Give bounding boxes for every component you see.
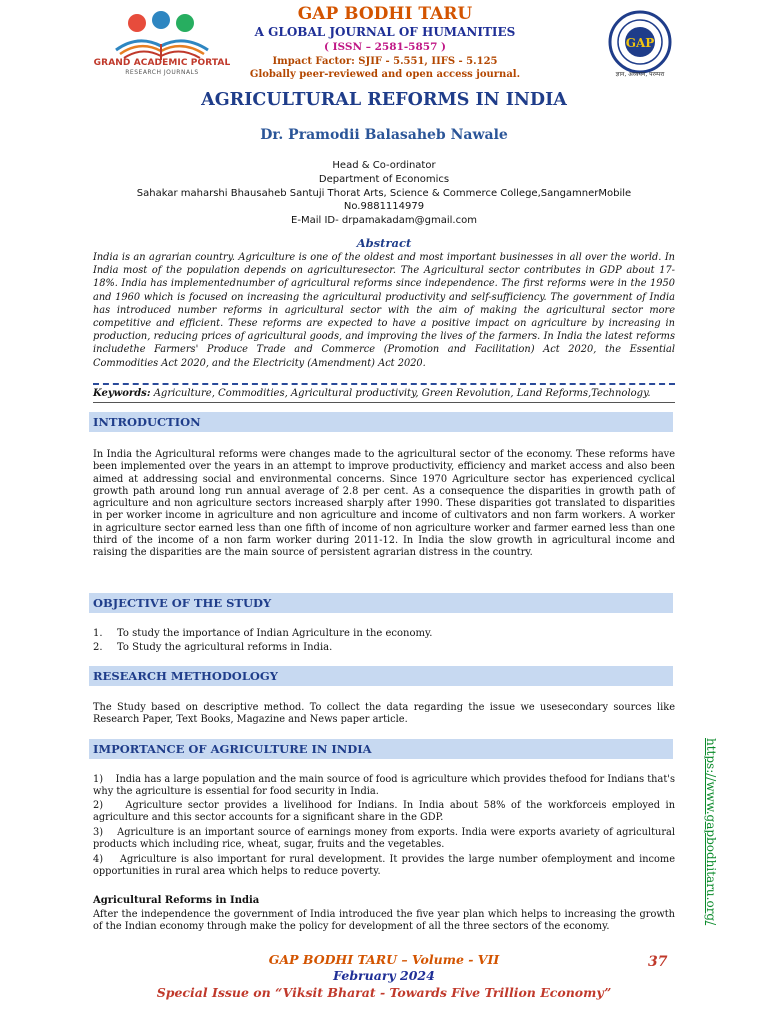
section-heading: IMPORTANCE OF AGRICULTURE IN INDIA (93, 742, 372, 756)
section-objective (89, 593, 673, 613)
objective-text: To study the importance of Indian Agriculture in the economy. (117, 628, 433, 639)
keywords-line (93, 388, 675, 399)
methodology-text: The Study based on descriptive method. To collect the data regarding the issue we usesecondary sources like Research Paper, Text Books, Magazine and News paper article. (93, 702, 675, 726)
objective-item (93, 642, 675, 653)
abstract-heading: Abstract (356, 236, 412, 250)
affiliation-role: Head & Co-ordinator (332, 160, 436, 171)
journal-title: GAP BODHI TARU (297, 4, 473, 24)
journal-url-link[interactable] (700, 738, 720, 938)
reforms-heading: Agricultural Reforms in India (93, 895, 260, 906)
section-methodology (89, 666, 673, 686)
section-heading: INTRODUCTION (93, 415, 201, 429)
footer-volume: GAP BODHI TARU – Volume - VII (268, 952, 500, 967)
logo-graphic (92, 6, 232, 62)
paper-author: Dr. Pramodii Balasaheb Nawale (260, 127, 508, 143)
peer-review-note: Globally peer-reviewed and open access journal. (249, 69, 521, 80)
paper-title: AGRICULTURAL REFORMS IN INDIA (201, 90, 567, 110)
introduction-text: In India the Agricultural reforms were changes made to the agricultural sector of the economy. These reforms have been implemented over the years in an attempt to improve productivity, efficiency and market access and also been aimed at addressing social and environmental concerns. Since 1970 Agriculture sector has experienced cyclical growth path around long run annual average of 2.8 per cent. As a consequence the disparities in growth path of agriculture and non agriculture sectors increased sharply after 1990. These disparities got translated to disparities in per worker income in agriculture and non agriculture and income of cultivators and non farm workers. A worker in agriculture sector earned less than one fifth of income of non agriculture worker and farmer earned less than one third of the income of a non farm worker during 2011-12. In India the slow growth in agricultural income and raising the disparities are the main source of persistent agrarian distress in the country. (93, 449, 675, 559)
objective-text: To Study the agricultural reforms in India. (117, 642, 333, 653)
section-introduction (89, 412, 673, 432)
logo-subtitle: RESEARCH JOURNALS (125, 69, 199, 76)
objective-number: 2. (93, 642, 103, 653)
reforms-text: After the independence the government of India introduced the five year plan which helps to increasing the growth of the Indian economy through make the policy for development of all the three sectors of the economy. (93, 909, 675, 933)
affiliation-email: E-Mail ID- drpamakadam@gmail.com (291, 215, 477, 226)
importance-point-4: 4) Agriculture is also important for rural development. It provides the large number ofemployment and income opportunities in rural area which helps to reduce poverty. (93, 854, 675, 878)
affiliation-college: Sahakar maharshi Bhausaheb Santuji Thorat Arts, Science & Commerce College,SangamnerMobile (136, 188, 632, 199)
affiliation-department: Department of Economics (318, 174, 450, 185)
importance-point-1: 1) India has a large population and the main source of food is agriculture which provides thefood for Indians that's why the agriculture is essential for food security in India. (93, 774, 675, 798)
seal-caption: ज्ञान, अध्ययन, परम्परा (615, 71, 665, 78)
keywords-rule (93, 402, 675, 403)
objective-number: 1. (93, 628, 103, 639)
keywords-text: Agriculture, Commodities, Agricultural productivity, Green Revolution, Land Reforms,Technology. (150, 388, 651, 399)
affiliation-phone: No.9881114979 (343, 201, 425, 212)
page-number: 37 (648, 954, 668, 970)
impact-factor: Impact Factor: SJIF - 5.551, IIFS - 5.125 (272, 56, 498, 67)
footer-special-issue: Special Issue on “Viksit Bharat - Towards Five Trillion Economy” (156, 985, 612, 1000)
section-importance (89, 739, 673, 759)
journal-issn: ( ISSN – 2581-5857 ) (323, 41, 447, 53)
journal-subtitle: A GLOBAL JOURNAL OF HUMANITIES (254, 25, 516, 39)
section-heading: RESEARCH METHODOLOGY (93, 669, 278, 683)
importance-point-3: 3) Agriculture is an important source of earnings money from exports. India were exports avariety of agricultural products which including rice, wheat, sugar, fruits and the vegetables. (93, 827, 675, 851)
keywords-label: Keywords: (93, 388, 151, 399)
abstract-text: India is an agrarian country. Agriculture is one of the oldest and most important businesses in all over the world. In India most of the population depends on agriculturesector. The Agricultural sector contributes in GDP about 17-18%. India has implementednumber of agricultural reforms since independence. The first reforms were in the 1950 and 1960 which is focused on increasing the agricultural productivity and self-sufficiency. The government of India has introduced number reforms in agricultural sector with the aim of making the agricultural sector more competitive and efficient. These reforms are expected to have a positive impact on agriculture by increasing in production, reducing prices of agricultural goods, and improving the lives of the farmers. In India the latest reforms includethe Farmers' Produce Trade and Commerce (Promotion and Facilitation) Act 2020, the Essential Commodities Act 2020, and the Electricity (Amendment) Act 2020. (93, 252, 675, 369)
journal-url-text[interactable]: https://www.gapbodhitaru.org/ (704, 738, 718, 926)
abstract-divider (93, 377, 675, 385)
objective-item (93, 628, 675, 639)
logo-name: GRAND ACADEMIC PORTAL (93, 58, 231, 68)
section-heading: OBJECTIVE OF THE STUDY (93, 596, 272, 610)
svg-text:GAP: GAP (625, 36, 655, 50)
importance-point-2: 2) Agriculture sector provides a livelihood for Indians. In India about 58% of the workforceis employed in agriculture and this sector accounts for a significant share in the GDP. (93, 800, 675, 824)
footer-date: February 2024 (333, 968, 435, 983)
